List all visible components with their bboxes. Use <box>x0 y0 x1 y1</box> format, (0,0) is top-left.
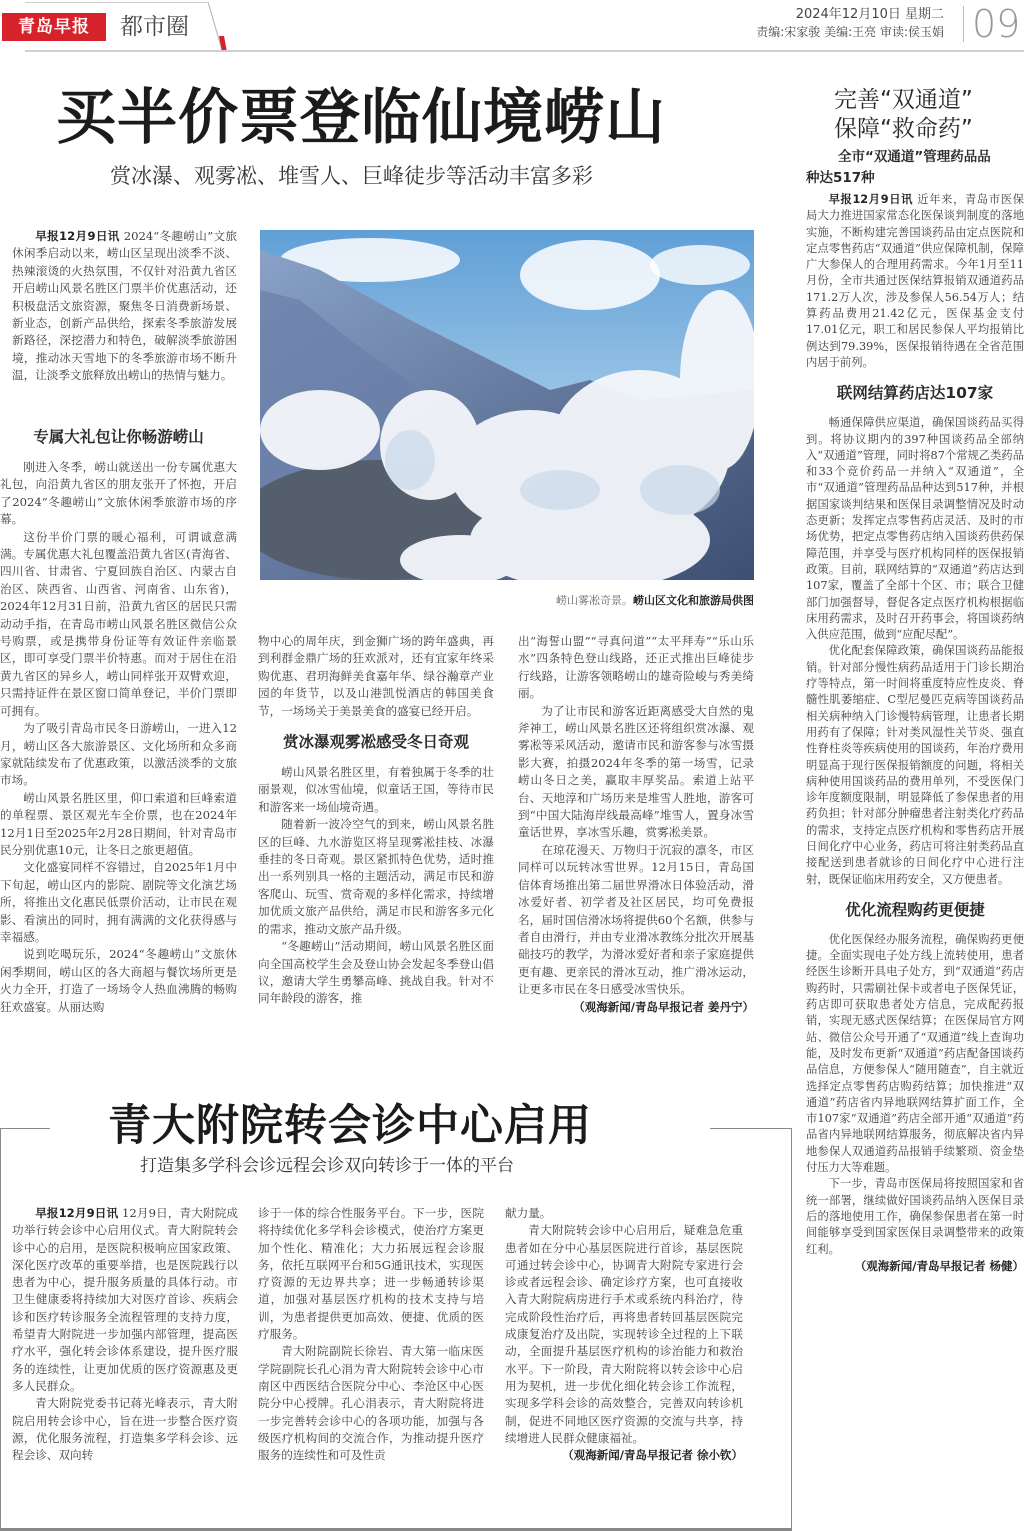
paragraph: 随着新一波冷空气的到来，崂山风景名胜区的巨峰、九水游览区将呈现雾凇挂枝、冰瀑垂挂的冬日奇观。景区紧抓特色优势，适时推出一系列别具一格的主题活动，满足市民和游客爬山、玩雪、赏奇观的多样化需求，持续增加优质文旅产品供给，满足市民和游客多元化的需求，推动文旅产品升级。 <box>258 817 494 936</box>
paragraph: 为了让市民和游客近距离感受大自然的鬼斧神工，崂山风景名胜区还将组织赏冰瀑、观雾凇等采风活动，邀请市民和游客参与冰雪摄影大赛，拍摄2024年冬季的第一场雪，记录崂山冬日之美，赢取丰厚奖品。索道上站平台、天地淳和广场历来是堆雪人胜地，游客可到“中国大陆海岸线最高峰”堆雪人，置身冰雪童话世界，享冰雪乐趣，赏雾凇美景。 <box>518 703 754 840</box>
paragraph: 畅通保障供应渠道，确保国谈药品买得到。将协议期内的397种国谈药品全部纳入“双通道”管理，同时将87个常规乙类药品和33个竞价药品一并纳入“双通道”，全市“双通道”管理药品品种达到517种，并根据国家谈判结果和医保目录调整情况及时动态更新；发挥定点零售药店灵活、及时的市场优势，把定点零售药店纳入国谈药供药保障范围，并享受与医疗机构同样的医保报销政策。目前，联网结算的“双通道”药店达到107家，覆盖了全部十个区、市；联合卫健部门加强督导，督促各定点医疗机构根据临床用药需求，及时召开药事会，将国谈药纳入供应范围，做到“应配尽配”。 <box>806 416 1024 642</box>
main-lead-paragraph <box>12 228 237 385</box>
bottom-column-3 <box>505 1205 743 1464</box>
paragraph: “冬趣崂山”活动期间，崂山风景名胜区面向全国高校学生会及登山协会发起冬季登山倡议，邀请大学生勇攀高峰、挑战自我。针对不同年龄段的游客，推 <box>258 939 494 1006</box>
bottom-column-2 <box>258 1205 484 1464</box>
section-heading: 专属大礼包让你畅游崂山 <box>33 428 204 446</box>
right-headline <box>834 86 1024 144</box>
box-border <box>710 1128 792 1129</box>
page-header <box>0 0 1024 52</box>
bottom-headline: 青大附院转会诊中心启用 <box>108 1101 592 1151</box>
section-tab-top-border <box>25 2 208 3</box>
paragraph: 刚进入冬季，崂山就送出一份专属优惠大礼包，向沿黄九省区的朋友张开了怀抱，开启了2024“冬趣崂山”文旅休闲季旅游市场的序幕。 <box>0 460 237 527</box>
page-number: 09 <box>972 2 1021 46</box>
paragraph: 物中心的周年庆，到金狮广场的跨年盛典，再到利群金鼎广场的狂欢派对，还有宜家年终采购优惠、君玥海鲜美食嘉年华、绿谷瀚章产业园的年货节，以及山港凯悦酒店的韩国美食节，一场场关于美景美食的盛宴已经开启。 <box>258 634 494 718</box>
dateline: 早报12月9日讯 <box>35 1206 119 1220</box>
paragraph: 崂山风景名胜区里，有着独属于冬季的壮丽景观，似冰雪仙境，似童话王国，等待市民和游客来一场仙境奇遇。 <box>258 765 494 814</box>
paragraph: 下一步，青岛市医保局将按照国家和省统一部署，继续做好国谈药品纳入医保目录后的落地使用工作，确保参保患者在第一时间能够享受到国家医保目录调整带来的政策红利。 <box>806 1177 1024 1256</box>
main-column-2 <box>258 633 494 1008</box>
photo-caption <box>260 592 754 608</box>
snow-mountain-image <box>260 230 754 580</box>
paragraph: 青大附院党委书记蒋光峰表示，青大附院启用转会诊中心，旨在进一步整合医疗资源，优化服务流程，打造集多学科会诊、远程会诊、双向转 <box>12 1396 238 1463</box>
dateline: 早报12月9日讯 <box>828 193 914 206</box>
section-heading: 优化流程购药更便捷 <box>845 900 985 919</box>
paragraph: 献力量。 <box>505 1206 552 1220</box>
headline-line: 保障“救命药” <box>834 116 973 142</box>
section-tab-slant <box>200 0 230 52</box>
right-subheadline <box>806 147 1024 189</box>
lead-text: 近年来，青岛市医保局大力推进国家常态化医保谈判制度的落地实施，不断构建完善国谈药品由定点医院和定点零售药店“双通道”供应保障机制，保障广大参保人的合理用药需求。今年1月至11月份，全市共通过医保结算报销双通道药品171.2万人次，涉及参保人56.54万人；结算药品费用21.42亿元，医保基金支付17.01亿元，职工和居民参保人平均报销比例达到79.39%，医保报销待遇在全省范围内居于前列。 <box>806 193 1024 369</box>
paragraph: 文化盛宴同样不容错过，自2025年1月中下旬起，崂山区内的影院、剧院等文化演艺场所，将推出文化惠民低票价活动，让市民在观影、看演出的同时，拥有满满的文化获得感与幸福感。 <box>0 860 237 944</box>
byline: （观海新闻/青岛早报记者 杨健） <box>854 1258 1024 1273</box>
headline-line: 完善“双通道” <box>834 87 973 113</box>
photo-credit: 崂山区文化和旅游局供图 <box>633 594 754 607</box>
paragraph: 诊于一体的综合性服务平台。下一步，医院将持续优化多学科会诊模式，使治疗方案更加个性化、精准化；大力拓展远程会诊服务，依托互联网平台和5G通讯技术，实现医疗资源的无边界共享；进一步畅通转诊渠道，加强对基层医疗机构的技术支持与培训，为患者提供更加高效、便捷、优质的医疗服务。 <box>258 1206 484 1342</box>
paragraph: 说到吃喝玩乐，2024“冬趣崂山”文旅休闲季期间，崂山区的各大商超与餐饮场所更是火力全开，打造了一场场令人热血沸腾的畅购狂欢盛宴。从丽达购 <box>0 947 237 1014</box>
lead-text: 2024“冬趣崂山”文旅休闲季启动以来，崂山区呈现出淡季不淡、热辣滚烫的火热氛围，不仅针对沿黄九省区开启崂山风景名胜区门票半价优惠活动，还积极盘活文旅资源，聚焦冬日消费新场景、新业态，创新产品供给，探索冬季旅游发展新路径，深挖潜力和特色，破解淡季旅游困境，推动冰天雪地下的冬季旅游市场不断升温，让淡季文旅释放出崂山的热情与魅力。 <box>12 229 237 383</box>
paragraph: 为了吸引青岛市民冬日游崂山，一进入12月，崂山区各大旅游景区、文化场所和众多商家就陆续发布了优惠政策，以激活淡季的文旅市场。 <box>0 721 237 788</box>
section-heading: 赏冰瀑观雾凇感受冬日奇观 <box>282 733 469 752</box>
paragraph: 在琼花漫天、万物归于沉寂的凛冬，市区同样可以玩转冰雪世界。12月15日，青岛国信体育场推出第二届世界滑冰日体验活动，滑冰爱好者、初学者及社区居民，均可免费报名，届时国信滑冰场将提供60个名额，供参与者自由滑行，并由专业滑冰教练分批次开展基础技巧的教学，为滑冰爱好者和亲子家庭提供更有趣、更亲民的滑冰互动，推广滑冰运动，让更多市民在冬日感受冰雪快乐。 <box>518 842 754 997</box>
byline: （观海新闻/青岛早报记者 徐小钦） <box>562 1448 743 1463</box>
paragraph: 青大附院副院长徐岩、青大第一临床医学院副院长孔心涓为青大附院转会诊中心市南区中西医结合医院分中心、李沧区中心医院分中心授牌。孔心涓表示，青大附院将进一步完善转会诊中心的各项功能，加强与各级医疗机构间的交流合作，为推动提升医疗服务的连续性和可及性贡 <box>258 1344 484 1463</box>
issue-date: 2024年12月10日 星期二 <box>795 7 944 22</box>
section-name: 都市圈 <box>120 14 189 40</box>
byline: （观海新闻/青岛早报记者 姜丹宁） <box>573 999 754 1014</box>
page-number-divider <box>963 6 964 42</box>
dateline: 早报12月9日讯 <box>35 229 120 243</box>
paragraph: 这份半价门票的暖心福利，可谓诚意满满。专属优惠大礼包覆盖沿黄九省区(青海省、四川省、甘肃省、宁夏回族自治区、内蒙古自治区、陕西省、山西省、河南省、山东省)，2024年12月31日前，沿黄九省区的居民只需动动手指，在青岛市崂山风景名胜区微信公众号购票，或是携带身份证等有效证件亲临景区，即可享受门票半价特惠。而对于居住在沿黄九省区的异乡人，崂山同样张开双臂欢迎，只需持证件在景区窗口简单登记，半价门票即可拥有。 <box>0 529 237 718</box>
paragraph: 优化配套保障政策，确保国谈药品能报销。针对部分慢性病药品适用于门诊长期治疗等特点，第一时间将重度特应性皮炎、脊髓性肌萎缩症、C型尼曼匹克病等国谈药品相关病种纳入门诊慢特病管理，让患者长期用药有了保障；针对类风湿性关节炎、强直性脊柱炎等疾病使用的国谈药，年治疗费用明显高于现行医保报销额度的问题，将相关病种使用国谈药品的费用单列，不受医保门诊年度额度限制，明显降低了参保患者的用药负担；针对部分肿瘤患者注射类化疗药品的需求，支持定点医疗机构和零售药店开展日间化疗中心业务，药店可将注射类药品直接配送到患者就诊的日间化疗中心进行注射，既保证临床用药安全，又方便患者。 <box>806 644 1024 886</box>
newspaper-logo: 青岛早报 <box>2 13 106 41</box>
bottom-subheadline: 打造集多学科会诊远程会诊双向转诊于一体的平台 <box>140 1156 514 1176</box>
paragraph: 崂山风景名胜区里，仰口索道和巨峰索道的单程票、景区观光车全价票，也在2024年12月1日至2025年2月28日期间，针对青岛市民分别优惠10元，让冬日之旅更超值。 <box>0 790 237 857</box>
subheadline-line: 种达517种 <box>806 170 875 186</box>
right-article-body <box>806 192 1024 1274</box>
section-heading: 联网结算药店达107家 <box>836 384 994 403</box>
editor-credits: 责编:宋家骏 美编:王亮 审读:侯玉娟 <box>756 25 944 39</box>
box-border <box>0 1128 50 1129</box>
paragraph: 青大附院转会诊中心启用后，疑难急危重患者如在分中心基层医院进行首诊，基层医院可通过转会诊中心，协调青大附院专家进行会诊或者远程会诊、确定诊疗方案，也可直接收入青大附院病房进行手术或系统内科治疗，待完成阶段性治疗后，再将患者转回基层医院完成康复治疗及出院，实现转诊全过程的上下联动，全面提升基层医疗机构的诊治能力和救治水平。下一阶段，青大附院将以转会诊中心启用为契机，进一步优化细化转会诊工作流程，实现多学科会诊的高效整合，完善双向转诊机制，促进不同地区医疗资源的交流与共享，持续增进人民群众健康福祉。 <box>505 1223 743 1445</box>
header-divider <box>25 50 1024 52</box>
box-border <box>791 1128 792 1531</box>
paragraph: 出“海誓山盟”“寻真问道”“太平拜寿”“乐山乐水”四条特色登山线路，还正式推出巨峰徒步行线路，让游客领略崂山的雄奇险峻与秀美绮丽。 <box>518 634 754 701</box>
main-column-1 <box>0 415 237 1016</box>
main-headline: 买半价票登临仙境崂山 <box>56 83 666 153</box>
main-subheadline: 赏冰瀑、观雾凇、堆雪人、巨峰徒步等活动丰富多彩 <box>110 164 593 188</box>
paragraph: 优化医保经办服务流程，确保购药更便捷。全面实现电子处方线上流转使用，患者经医生诊断开具电子处方，到“双通道”药店购药时，只需刷社保卡或者电子医保凭证，药店即可获取患者处方信息，完成配药报销，实现无感式医保结算；在医保局官方网站、微信公众号开通了“双通道”线上查询功能，及时发布更新“双通道”药店配备国谈药品信息，方便参保人“随用随查”，自主就近选择定点零售药店购药结算；加快推进“双通道”药店省内异地联网结算扩面工作，全市107家“双通道”药店全部开通“双通道”药品省内异地联网结算服务，彻底解决省内异地参保人双通道药品报销手续繁琐、资金垫付压力大等难题。 <box>806 932 1024 1175</box>
caption-text: 崂山雾凇奇景。 <box>556 594 633 607</box>
laoshan-rime-photo <box>260 230 754 580</box>
subheadline-line: 全市“双通道”管理药品品 <box>838 149 991 165</box>
main-column-3 <box>518 633 754 1016</box>
bottom-column-1 <box>12 1205 238 1464</box>
box-border <box>0 1128 1 1531</box>
lead-text: 12月9日，青大附院成功举行转会诊中心启用仪式。青大附院转会诊中心的启用，是医院积极响应国家政策、深化医疗改革的重要举措，也是医院践行以患者为中心，提升服务质量的具体行动。市卫生健康委将持续加大对医疗首诊、疾病会诊和医疗转诊服务全流程管理的支持力度，希望青大附院进一步加强内部管理，提高医疗水平，强化转会诊体系建设，提升医疗服务的连续性，让更加优质的医疗资源惠及更多人民群众。 <box>12 1206 239 1393</box>
